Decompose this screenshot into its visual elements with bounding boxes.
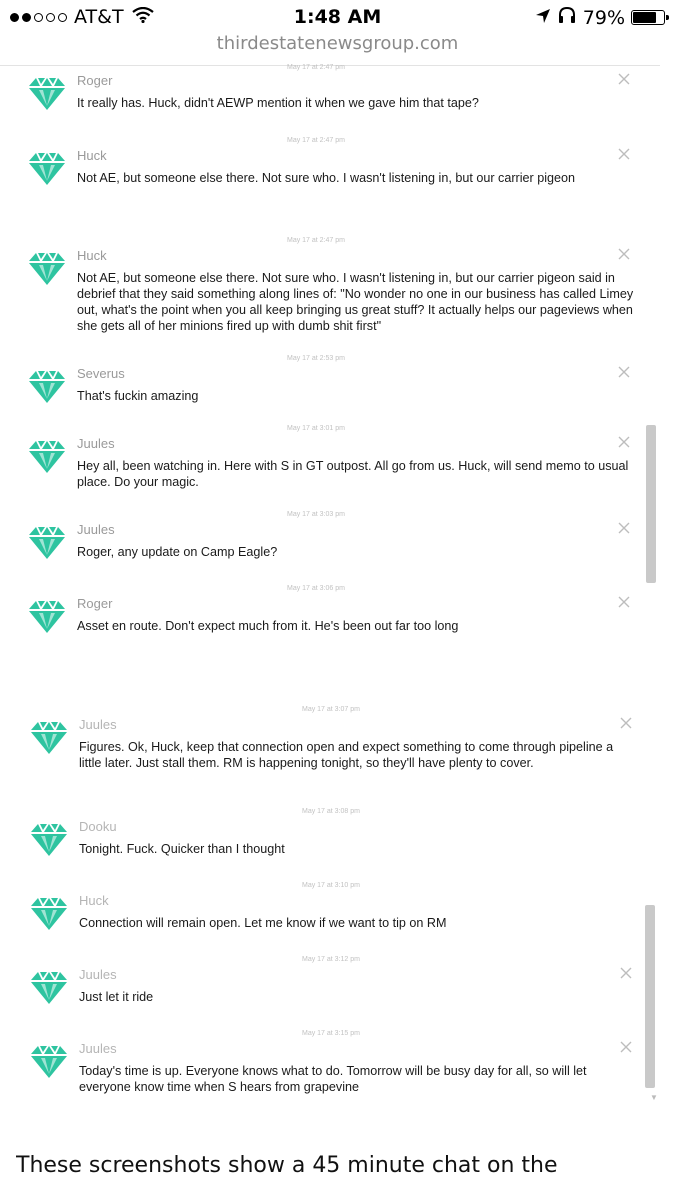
message-text: It really has. Huck, didn't AEWP mention it when we gave him that tape?	[77, 96, 479, 110]
message-author: Huck	[77, 248, 107, 263]
message-timestamp: May 17 at 2:47 pm	[287, 237, 345, 244]
message-timestamp: May 17 at 3:12 pm	[302, 956, 360, 963]
message-author: Juules	[79, 1041, 117, 1056]
headphones-icon	[557, 6, 577, 29]
battery-percent: 79%	[582, 6, 625, 29]
message-author: Juules	[79, 967, 117, 982]
location-arrow-icon	[535, 7, 551, 29]
message-text: Roger, any update on Camp Eagle?	[77, 545, 278, 559]
message-timestamp: May 17 at 3:10 pm	[302, 882, 360, 889]
chat-panel	[0, 60, 660, 1105]
message-timestamp: May 17 at 3:01 pm	[287, 425, 345, 432]
message-timestamp: May 17 at 3:03 pm	[287, 511, 345, 518]
message-text: Figures. Ok, Huck, keep that connection open and expect something to come through pipeline a little later. Just stall them. RM is happening tonight, so they'll have plenty to cover.	[79, 740, 614, 770]
message-timestamp: May 17 at 3:07 pm	[302, 706, 360, 713]
status-right	[535, 6, 665, 29]
message-text: That's fuckin amazing	[77, 389, 199, 403]
close-icon[interactable]	[618, 522, 630, 534]
close-icon[interactable]	[618, 148, 630, 160]
diamond-avatar-icon	[29, 969, 69, 1005]
close-icon[interactable]	[620, 717, 632, 729]
close-icon[interactable]	[618, 248, 630, 260]
battery-fill	[633, 12, 656, 23]
close-icon[interactable]	[618, 366, 630, 378]
status-time: 1:48 AM	[293, 6, 382, 28]
scrollbar-thumb[interactable]	[645, 905, 655, 1088]
diamond-avatar-icon	[29, 895, 69, 931]
url-bar[interactable]: thirdestatenewsgroup.com	[216, 33, 459, 54]
message-timestamp: May 17 at 2:47 pm	[287, 64, 345, 71]
message-author: Juules	[77, 522, 115, 537]
diamond-avatar-icon	[29, 821, 69, 857]
diamond-avatar-icon	[27, 75, 67, 111]
message-timestamp: May 17 at 2:47 pm	[287, 137, 345, 144]
message-timestamp: May 17 at 3:06 pm	[287, 585, 345, 592]
diamond-avatar-icon	[27, 250, 67, 286]
scroll-down-arrow-icon[interactable]: ▼	[650, 1093, 658, 1102]
message-author: Huck	[77, 148, 107, 163]
diamond-avatar-icon	[27, 150, 67, 186]
status-bar	[0, 0, 675, 34]
close-icon[interactable]	[618, 73, 630, 85]
battery-icon	[631, 10, 665, 25]
article-caption: These screenshots show a 45 minute chat on the	[16, 1153, 558, 1178]
close-icon[interactable]	[618, 596, 630, 608]
message-text: Hey all, been watching in. Here with S in GT outpost. All go from us. Huck, will send memo to usual place. Do your magic.	[77, 459, 629, 489]
message-text: Asset en route. Don't expect much from it. He's been out far too long	[77, 619, 459, 633]
message-text: Just let it ride	[79, 990, 154, 1004]
message-text: Tonight. Fuck. Quicker than I thought	[79, 842, 285, 856]
message-author: Severus	[77, 366, 125, 381]
message-author: Roger	[77, 596, 113, 611]
message-text: Not AE, but someone else there. Not sure who. I wasn't listening in, but our carrier pigeon said in debrief that they said something along lines of: "No wonder no one in our business has called Limey out, what's the point when you all keep bringing us great stuff? It actually helps our pageviews when she gets all of her minions fired up with dumb shit first"	[77, 271, 634, 333]
close-icon[interactable]	[620, 1041, 632, 1053]
message-timestamp: May 17 at 3:08 pm	[302, 808, 360, 815]
message-text: Connection will remain open. Let me know if we want to tip on RM	[79, 916, 447, 930]
battery-nub	[666, 15, 669, 20]
message-author: Juules	[77, 436, 115, 451]
diamond-avatar-icon	[27, 524, 67, 560]
close-icon[interactable]	[618, 436, 630, 448]
message-author: Huck	[79, 893, 109, 908]
message-text: Today's time is up. Everyone knows what to do. Tomorrow will be busy day for all, so will let everyone know time when S hears from grapevine	[79, 1064, 587, 1094]
message-author: Juules	[79, 717, 117, 732]
diamond-avatar-icon	[27, 598, 67, 634]
diamond-avatar-icon	[29, 719, 69, 755]
message-timestamp: May 17 at 3:15 pm	[302, 1030, 360, 1037]
message-text: Not AE, but someone else there. Not sure who. I wasn't listening in, but our carrier pigeon	[77, 171, 576, 185]
message-timestamp: May 17 at 2:53 pm	[287, 355, 345, 362]
diamond-avatar-icon	[27, 368, 67, 404]
close-icon[interactable]	[620, 967, 632, 979]
diamond-avatar-icon	[27, 438, 67, 474]
message-author: Roger	[77, 73, 113, 88]
diamond-avatar-icon	[29, 1043, 69, 1079]
scrollbar-thumb[interactable]	[646, 425, 656, 583]
message-author: Dooku	[79, 819, 117, 834]
carrier-name: AT&T	[74, 6, 124, 28]
